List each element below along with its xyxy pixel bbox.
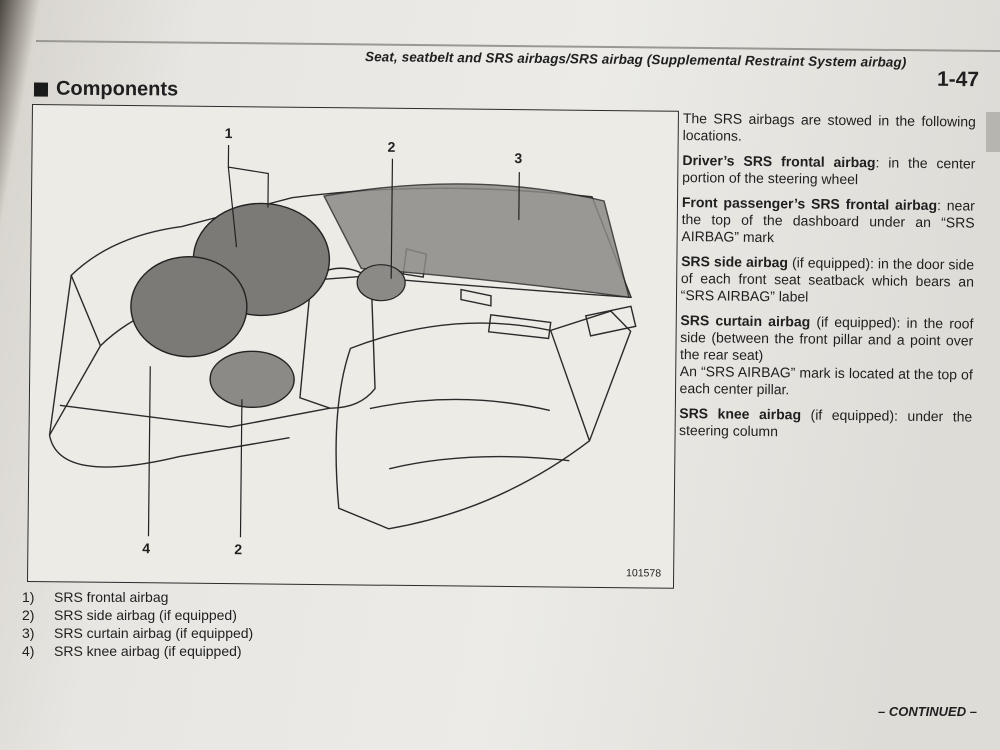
- legend-item: [22, 642, 253, 660]
- legend-label: SRS curtain airbag (if equipped): [54, 625, 254, 641]
- running-head: Seat, seatbelt and SRS airbags/SRS airbag (Supplemental Restraint System airbag): [364, 49, 907, 70]
- callout-4: 4: [142, 540, 151, 557]
- legend-list: [22, 588, 253, 660]
- description-text: : in the center portion of the steering wheel: [682, 154, 976, 188]
- description-term: Front passenger’s SRS frontal airbag: [681, 193, 938, 214]
- page-number: 1-47: [936, 67, 980, 92]
- section-heading: [34, 77, 178, 101]
- description-term: SRS knee airbag: [679, 404, 802, 423]
- description-item: [682, 152, 975, 190]
- legend-label: SRS side airbag (if equipped): [54, 607, 237, 623]
- callout-2-top: 2: [387, 138, 396, 155]
- legend-label: SRS frontal airbag: [54, 589, 169, 605]
- legend-label: SRS knee airbag (if equipped): [54, 643, 242, 659]
- description-column: [679, 110, 976, 451]
- airbag-components-figure: [27, 104, 679, 589]
- legend-item: [22, 624, 253, 642]
- description-item: [680, 312, 974, 367]
- continued-label: – CONTINUED –: [878, 704, 977, 719]
- car-interior-illustration: [28, 105, 678, 588]
- description-term: SRS side airbag: [681, 252, 789, 271]
- description-item: [681, 194, 975, 249]
- description-text: : near the top of the dashboard under an “SRS AIRBAG” mark: [681, 197, 975, 246]
- description-term: SRS curtain airbag: [680, 311, 811, 330]
- callout-1: 1: [224, 125, 233, 142]
- figure-id: 101578: [626, 567, 662, 580]
- section-bullet-icon: [34, 82, 48, 96]
- legend-number: 1): [22, 589, 35, 605]
- callout-3: 3: [514, 150, 523, 167]
- page-tab-marker: [986, 112, 1000, 152]
- legend-number: 3): [22, 625, 35, 641]
- description-item: [681, 253, 975, 308]
- legend-number: 4): [22, 643, 35, 659]
- description-item: [679, 405, 972, 443]
- callout-2-bottom: 2: [234, 541, 243, 558]
- description-text: (if equipped): under the steering column: [678, 406, 973, 440]
- description-intro: The SRS airbags are stowed in the following locations.: [682, 110, 976, 144]
- description-text: An “SRS AIRBAG” mark is located at the top of each center pillar.: [679, 362, 973, 398]
- legend-item: [22, 606, 253, 624]
- section-title: Components: [55, 77, 179, 101]
- description-item: [679, 363, 972, 401]
- manual-page: [20, 0, 1000, 750]
- description-term: Driver’s SRS frontal airbag: [682, 151, 876, 171]
- legend-item: [22, 588, 253, 606]
- description-text: (if equipped): in the roof side (between the front pillar and a point over the rear seat): [679, 313, 974, 363]
- legend-number: 2): [22, 607, 35, 623]
- description-text: (if equipped): in the door side of each front seat seatback which bears an “SRS AIRBAG” label: [680, 254, 975, 305]
